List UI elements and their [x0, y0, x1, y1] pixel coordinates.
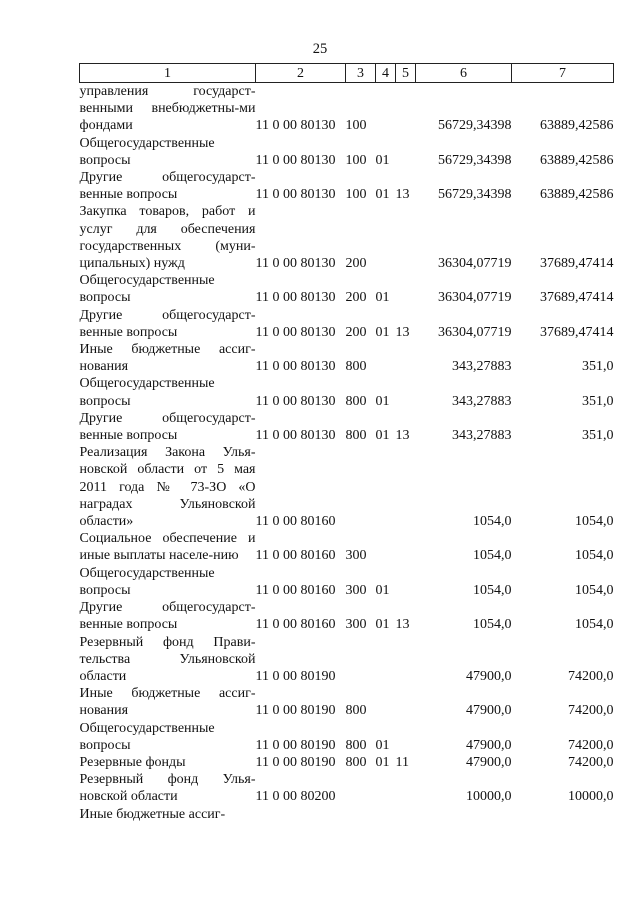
- amount-year-1: 36304,07719: [438, 256, 512, 272]
- expense-type-code: 800: [345, 737, 367, 753]
- header-col-5: 5: [396, 64, 416, 83]
- table-row: [80, 599, 614, 633]
- section-code: [376, 203, 396, 272]
- amount-year-2: 37689,47414: [540, 256, 614, 272]
- section-code: [376, 444, 396, 530]
- header-col-3: 3: [346, 64, 376, 83]
- target-code: 11 0 00 80130: [255, 324, 336, 340]
- table-row: [80, 169, 614, 203]
- table-row: [80, 341, 614, 375]
- budget-table: [79, 63, 614, 823]
- table-row: [80, 135, 614, 169]
- section-code: [376, 771, 396, 805]
- section-code: 01: [375, 737, 390, 753]
- expense-type-code: 300: [345, 582, 367, 598]
- table-row: [80, 410, 614, 444]
- table-body: [80, 83, 614, 823]
- target-code: 11 0 00 80190: [255, 668, 336, 684]
- section-code: [376, 685, 396, 719]
- expense-type-code: 800: [345, 359, 367, 375]
- table-row: [80, 530, 614, 564]
- table-row: [80, 565, 614, 599]
- subsection-code: [396, 83, 416, 135]
- section-code: [376, 806, 396, 823]
- expense-type-code: 300: [345, 548, 367, 564]
- expense-type-code: [346, 771, 376, 805]
- subsection-code: [396, 634, 416, 686]
- subsection-code: 13: [395, 187, 410, 203]
- amount-year-2: 63889,42586: [540, 118, 614, 134]
- amount-year-1: 56729,34398: [438, 187, 512, 203]
- amount-year-2: 351,0: [582, 393, 614, 409]
- row-name: Другие общегосударст-венные вопросы: [79, 410, 256, 444]
- subsection-code: [396, 530, 416, 564]
- target-code: 11 0 00 80160: [255, 548, 336, 564]
- table-row: [80, 806, 614, 823]
- subsection-code: [396, 720, 416, 754]
- section-code: 01: [375, 754, 390, 770]
- row-name: Другие общегосударст-венные вопросы: [79, 170, 256, 203]
- target-code: 11 0 00 80130: [255, 118, 336, 134]
- expense-type-code: 100: [345, 152, 367, 168]
- row-name: Иные бюджетные ассиг-: [79, 806, 226, 822]
- header-col-2: 2: [256, 64, 346, 83]
- table-row: [80, 685, 614, 719]
- expense-type-code: 800: [345, 703, 367, 719]
- section-code: 01: [375, 152, 390, 168]
- subsection-code: 11: [395, 754, 409, 770]
- row-name: Общегосударственные вопросы: [79, 273, 215, 306]
- header-col-4: 4: [376, 64, 396, 83]
- amount-year-1: 1054,0: [473, 582, 512, 598]
- expense-type-code: 300: [345, 617, 367, 633]
- amount-year-1: 36304,07719: [438, 290, 512, 306]
- table-row: [80, 375, 614, 409]
- expense-type-code: [346, 634, 376, 686]
- amount-year-2: 74200,0: [568, 737, 614, 753]
- subsection-code: [396, 203, 416, 272]
- row-name: Общегосударственные вопросы: [79, 376, 215, 409]
- amount-year-1: 343,27883: [452, 428, 512, 444]
- row-name: Общегосударственные вопросы: [79, 135, 215, 168]
- subsection-code: [396, 685, 416, 719]
- row-name: Другие общегосударст-венные вопросы: [79, 307, 256, 340]
- expense-type-code: 100: [345, 187, 367, 203]
- amount-year-1: [416, 806, 512, 823]
- amount-year-2: 37689,47414: [540, 290, 614, 306]
- expense-type-code: 800: [345, 428, 367, 444]
- amount-year-2: 63889,42586: [540, 187, 614, 203]
- target-code: 11 0 00 80160: [255, 582, 336, 598]
- amount-year-2: 351,0: [582, 359, 614, 375]
- table-row: [80, 444, 614, 530]
- section-code: 01: [375, 582, 390, 598]
- table-row: [80, 771, 614, 805]
- row-name: Другие общегосударст-венные вопросы: [79, 600, 256, 633]
- row-name: Резервный фонд Прави-тельства Ульяновской области: [79, 634, 256, 684]
- target-code: 11 0 00 80160: [255, 617, 336, 633]
- target-code: 11 0 00 80190: [255, 737, 336, 753]
- expense-type-code: [346, 806, 376, 823]
- table-row: [80, 754, 614, 771]
- section-code: 01: [375, 617, 390, 633]
- amount-year-2: 351,0: [582, 428, 614, 444]
- table-row: [80, 203, 614, 272]
- section-code: 01: [375, 324, 390, 340]
- expense-type-code: 100: [345, 118, 367, 134]
- subsection-code: [396, 272, 416, 306]
- row-name: Иные бюджетные ассиг-нования: [79, 686, 256, 719]
- subsection-code: 13: [395, 428, 410, 444]
- expense-type-code: 200: [345, 256, 367, 272]
- table-row: [80, 720, 614, 754]
- amount-year-2: 1054,0: [575, 548, 614, 564]
- row-name: Резервные фонды: [79, 754, 186, 770]
- header-col-7: 7: [512, 64, 614, 83]
- subsection-code: [396, 771, 416, 805]
- target-code: 11 0 00 80130: [255, 187, 336, 203]
- amount-year-1: 47900,0: [466, 754, 512, 770]
- target-code: [256, 806, 346, 823]
- table-header: [80, 64, 614, 83]
- section-code: [376, 634, 396, 686]
- amount-year-1: 56729,34398: [438, 118, 512, 134]
- amount-year-1: 343,27883: [452, 359, 512, 375]
- subsection-code: [396, 565, 416, 599]
- expense-type-code: 800: [345, 393, 367, 409]
- expense-type-code: 200: [345, 324, 367, 340]
- expense-type-code: 800: [345, 754, 367, 770]
- header-col-1: 1: [80, 64, 256, 83]
- target-code: 11 0 00 80160: [255, 514, 336, 530]
- amount-year-1: 47900,0: [466, 703, 512, 719]
- amount-year-2: 63889,42586: [540, 152, 614, 168]
- amount-year-2: 74200,0: [568, 754, 614, 770]
- row-name: Реализация Закона Улья-новской области от 5 мая 2011 года № 73-ЗО «О наградах Ульяновской области»: [79, 445, 256, 530]
- row-name: Иные бюджетные ассиг-нования: [79, 342, 256, 375]
- amount-year-2: 1054,0: [575, 582, 614, 598]
- amount-year-1: 47900,0: [466, 668, 512, 684]
- table-row: [80, 272, 614, 306]
- subsection-code: 13: [395, 617, 410, 633]
- subsection-code: [396, 341, 416, 375]
- amount-year-2: 10000,0: [568, 789, 614, 805]
- target-code: 11 0 00 80190: [255, 703, 336, 719]
- amount-year-2: 1054,0: [575, 514, 614, 530]
- table-row: [80, 307, 614, 341]
- section-code: [376, 341, 396, 375]
- amount-year-2: 1054,0: [575, 617, 614, 633]
- row-name: Общегосударственные вопросы: [79, 720, 215, 753]
- amount-year-2: 74200,0: [568, 668, 614, 684]
- amount-year-1: 10000,0: [466, 789, 512, 805]
- section-code: [376, 83, 396, 135]
- row-name: управления государст-венными внебюджетны-ми фондами: [79, 84, 256, 134]
- amount-year-1: 56729,34398: [438, 152, 512, 168]
- row-name: Закупка товаров, работ и услуг для обеспечения государственных (муни-ципальных) нужд: [79, 204, 256, 272]
- amount-year-2: [512, 806, 614, 823]
- target-code: 11 0 00 80130: [255, 290, 336, 306]
- subsection-code: [396, 444, 416, 530]
- subsection-code: 13: [395, 324, 410, 340]
- target-code: 11 0 00 80200: [255, 789, 336, 805]
- expense-type-code: [346, 444, 376, 530]
- section-code: 01: [375, 187, 390, 203]
- subsection-code: [396, 375, 416, 409]
- target-code: 11 0 00 80130: [255, 256, 336, 272]
- page-number: 25: [312, 41, 328, 57]
- header-col-6: 6: [416, 64, 512, 83]
- amount-year-2: 37689,47414: [540, 324, 614, 340]
- amount-year-1: 1054,0: [473, 617, 512, 633]
- amount-year-2: 74200,0: [568, 703, 614, 719]
- amount-year-1: 36304,07719: [438, 324, 512, 340]
- target-code: 11 0 00 80130: [255, 359, 336, 375]
- target-code: 11 0 00 80130: [255, 393, 336, 409]
- amount-year-1: 343,27883: [452, 393, 512, 409]
- amount-year-1: 47900,0: [466, 737, 512, 753]
- target-code: 11 0 00 80130: [255, 428, 336, 444]
- row-name: Общегосударственные вопросы: [79, 565, 215, 598]
- table-row: [80, 83, 614, 135]
- subsection-code: [396, 135, 416, 169]
- amount-year-1: 1054,0: [473, 514, 512, 530]
- target-code: 11 0 00 80190: [255, 754, 336, 770]
- row-name: Социальное обеспечение и иные выплаты населе-нию: [79, 531, 256, 564]
- section-code: [376, 530, 396, 564]
- row-name: Резервный фонд Улья-новской области: [79, 772, 256, 805]
- amount-year-1: 1054,0: [473, 548, 512, 564]
- expense-type-code: 200: [345, 290, 367, 306]
- section-code: 01: [375, 428, 390, 444]
- header-row: [80, 64, 614, 83]
- section-code: 01: [375, 393, 390, 409]
- subsection-code: [396, 806, 416, 823]
- table-row: [80, 634, 614, 686]
- section-code: 01: [375, 290, 390, 306]
- target-code: 11 0 00 80130: [255, 152, 336, 168]
